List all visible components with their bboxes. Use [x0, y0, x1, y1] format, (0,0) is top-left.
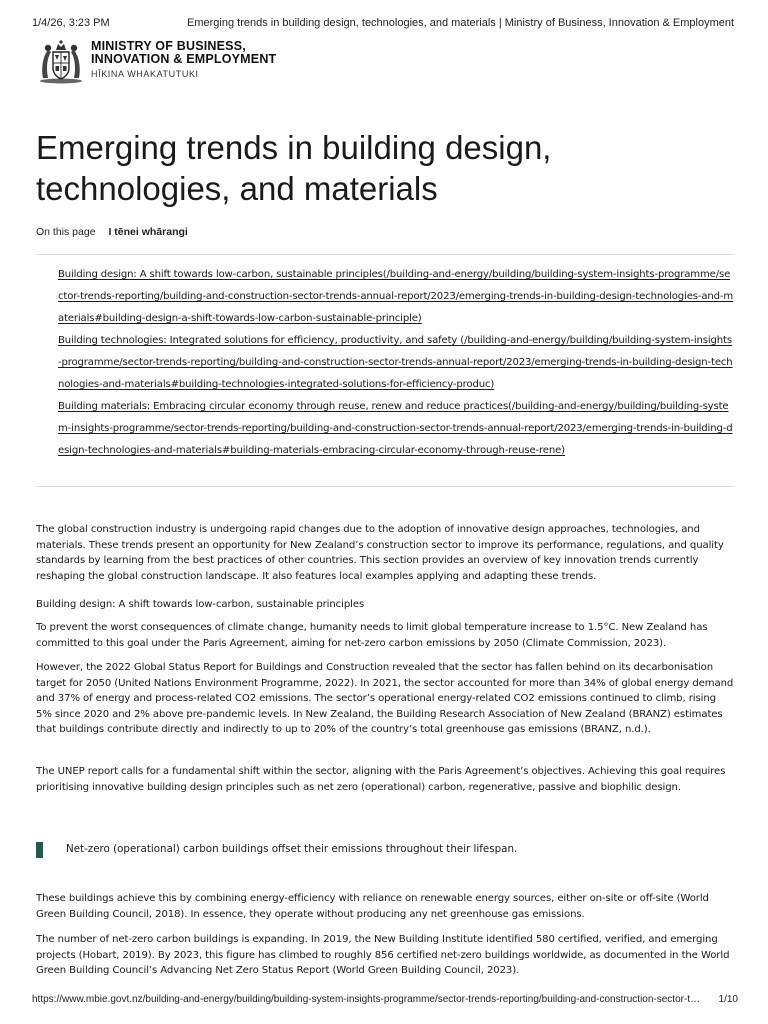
print-footer-url: https://www.mbie.govt.nz/building-and-energy/building/building-system-insights-programme/sector-trends-reporting/building-and-construction-sector-t…	[32, 994, 701, 1005]
intro-paragraph: The global construction industry is undergoing rapid changes due to the adoption of innovative design approaches, technologies, and materials. These trends present an opportunity for New Zealand’s construction sector to improve its performance, regulations, and quality standards by learning from the best practices of other countries. This section provides an overview of key innovation trends currently reshaping the global construction landscape. It also features local examples applying and adapting these trends.	[36, 524, 724, 582]
print-header	[32, 17, 736, 31]
mbie-logo[interactable]	[37, 38, 276, 84]
print-page-number: 1/10	[718, 994, 738, 1005]
page-title: Emerging trends in building design, technologies, and materials	[36, 129, 552, 207]
logo-maori-name: HĪKINA WHAKATUTUKI	[91, 69, 199, 79]
table-of-contents	[36, 254, 734, 487]
paragraph-global-status: However, the 2022 Global Status Report for Buildings and Construction revealed that the sector has fallen behind on its decarbonisation target for 2050 (United Nations Environment Programme, 2022). In 2021, the sector accounted for more than 34% of global energy demand and 37% of energy and process-related CO2 emissions. The sector’s operational energy-related CO2 emissions continued to climb, rising 5% since 2020 and 2% above pre-pandemic levels. In New Zealand, the Building Research Association of New Zealand (BRANZ) estimates that buildings contribute directly and indirectly to up to 20% of the country’s total greenhouse gas emissions (BRANZ, n.d.).	[36, 662, 734, 735]
print-document-title: Emerging trends in building design, technologies, and materials | Ministry of Business, Innovation & Employment	[187, 17, 735, 29]
logo-text	[91, 40, 276, 79]
callout-text: Net-zero (operational) carbon buildings offset their emissions throughout their lifespan.	[66, 843, 518, 855]
section-heading-building-design: Building design: A shift towards low-carbon, sustainable principles	[36, 599, 365, 610]
toc-link-building-technologies[interactable]: Building technologies: Integrated solutions for efficiency, productivity, and safety (/building-and-energy/building/building-system-insights-programme/sector-trends-reporting/building-and-construction-sector-trends-annual-report/2023/emerging-trends-in-building-design-technologies-and-materials#building-technologies-integrated-solutions-for-efficiency-produc)	[58, 335, 733, 390]
callout-bar	[36, 842, 43, 858]
print-footer	[32, 994, 738, 1008]
toc-label-english: On this page	[36, 226, 96, 238]
paragraph-how-achieved: These buildings achieve this by combining energy-efficiency with reliance on renewable energy sources, either on-site or off-site (World Green Building Council, 2018). In essence, they operate without producing any net greenhouse gas emissions.	[36, 893, 709, 920]
paragraph-climate-target: To prevent the worst consequences of climate change, humanity needs to limit global temperature increase to 1.5°C. New Zealand has committed to this goal under the Paris Agreement, aiming for net-zero carbon emissions by 2050 (Climate Commission, 2023).	[36, 622, 708, 649]
paragraph-unep-report: The UNEP report calls for a fundamental shift within the sector, aligning with the Paris Agreement’s objectives. Achieving this goal requires prioritising innovative building design principles such as net zero (operational) carbon, regenerative, passive and biophilic design.	[36, 766, 726, 793]
toc-label-maori: I tēnei whārangi	[108, 226, 188, 238]
print-timestamp: 1/4/26, 3:23 PM	[32, 17, 110, 29]
paragraph-building-numbers: The number of net-zero carbon buildings is expanding. In 2019, the New Building Institute identified 580 certified, verified, and emerging projects (Hobart, 2019). By 2023, this figure has climbed to roughly 856 certified net-zero buildings worldwide, as documented in the World Green Building Council’s Advancing Net Zero Status Report (World Green Building Council, 2023).	[36, 934, 730, 976]
on-this-page-label	[36, 226, 188, 238]
logo-line-1: MINISTRY OF BUSINESS,	[91, 39, 246, 53]
logo-line-2: INNOVATION & EMPLOYMENT	[91, 52, 277, 66]
callout-quote	[36, 840, 734, 858]
toc-link-building-materials[interactable]: Building materials: Embracing circular economy through reuse, renew and reduce practices(/building-and-energy/building/building-system-insights-programme/sector-trends-reporting/building-and-construction-sector-trends-annual-report/2023/emerging-trends-in-building-design-technologies-and-materials#building-materials-embracing-circular-economy-through-reuse-rene)	[58, 401, 733, 456]
toc-link-building-design[interactable]: Building design: A shift towards low-carbon, sustainable principles(/building-and-energy/building/building-system-insights-programme/sector-trends-reporting/building-and-construction-sector-trends-annual-report/2023/emerging-trends-in-building-design-technologies-and-materials#building-design-a-shift-towards-low-carbon-sustainable-principle)	[58, 269, 734, 324]
nz-coat-of-arms-icon	[37, 38, 85, 84]
